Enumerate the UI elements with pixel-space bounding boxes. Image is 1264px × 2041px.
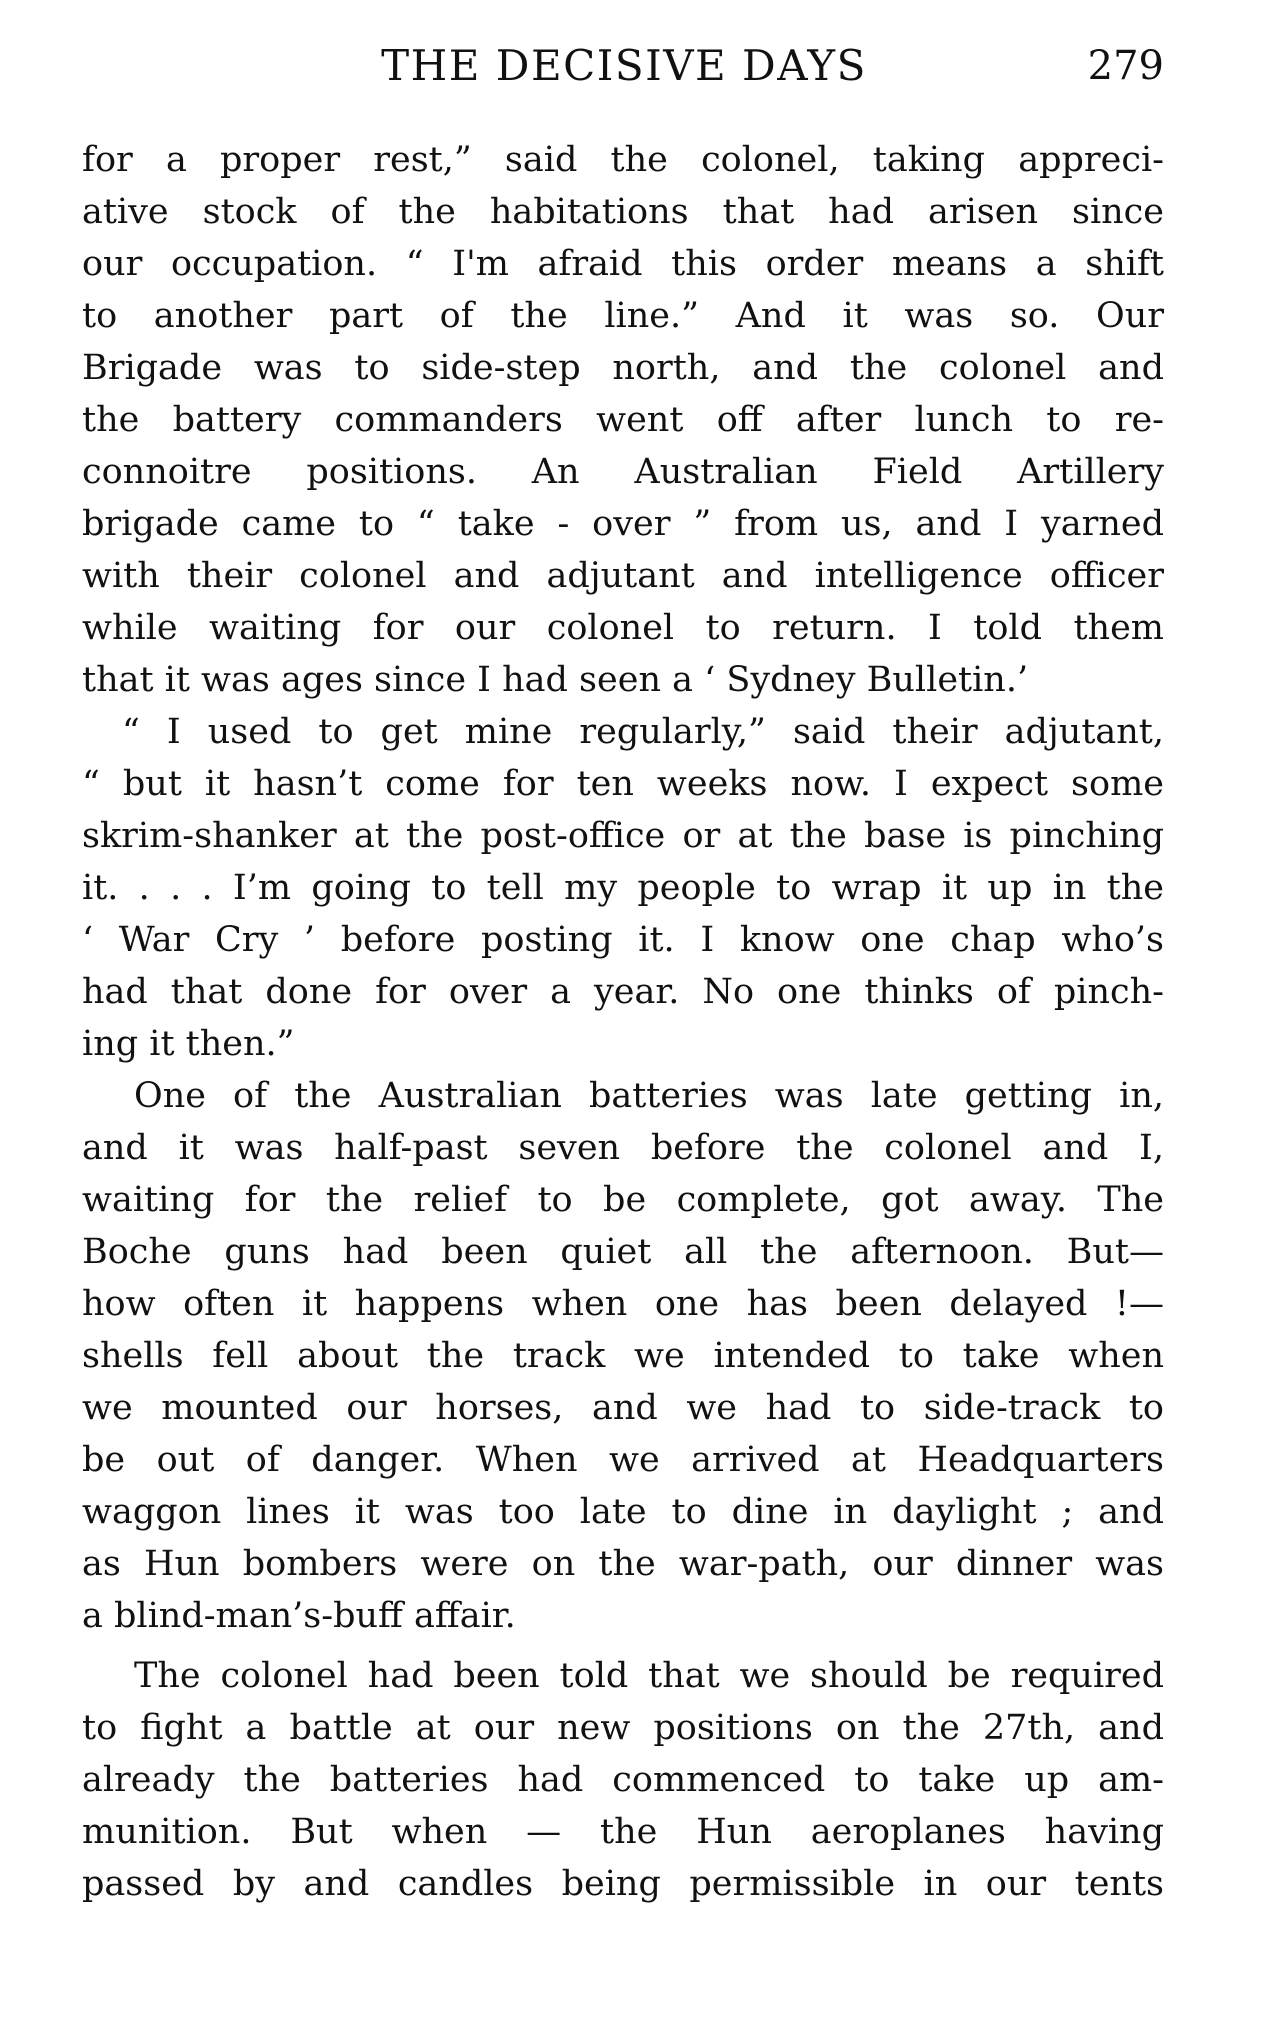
- text-line: to fight a battle at our new positions on the 27th, and: [82, 1708, 1164, 1748]
- text-line: and it was half-past seven before the colonel and I,: [82, 1128, 1164, 1168]
- text-line: brigade came to “ take - over ” from us, and I yarned: [82, 504, 1164, 544]
- text-line: we mounted our horses, and we had to side-track to: [82, 1388, 1164, 1428]
- text-line: passed by and candles being permissible in our tents: [82, 1864, 1164, 1904]
- text-line: a blind-man’s-buff affair.: [82, 1596, 516, 1636]
- text-line: skrim-shanker at the post-office or at the base is pinching: [82, 816, 1164, 856]
- text-line: our occupation. “ I'm afraid this order means a shift: [82, 244, 1164, 284]
- text-line: to another part of the line.” And it was so. Our: [82, 296, 1164, 336]
- text-line: Boche guns had been quiet all the afternoon. But—: [82, 1232, 1164, 1272]
- text-line: The colonel had been told that we should be required: [134, 1656, 1164, 1696]
- text-line: waiting for the relief to be complete, got away. The: [82, 1180, 1164, 1220]
- text-line: “ but it hasn’t come for ten weeks now. I expect some: [82, 764, 1164, 804]
- text-line: had that done for over a year. No one thinks of pinch-: [82, 972, 1164, 1012]
- text-line: “ I used to get mine regularly,” said their adjutant,: [122, 712, 1164, 752]
- text-line: shells fell about the track we intended to take when: [82, 1336, 1164, 1376]
- text-line: One of the Australian batteries was late getting in,: [134, 1076, 1164, 1116]
- text-line: it. . . . I’m going to tell my people to wrap it up in the: [82, 868, 1164, 908]
- text-line: be out of danger. When we arrived at Headquarters: [82, 1440, 1164, 1480]
- text-line: ing it then.”: [82, 1024, 295, 1064]
- paragraph-gap: [82, 1642, 1164, 1650]
- text-line: ative stock of the habitations that had arisen since: [82, 192, 1164, 232]
- text-line: how often it happens when one has been delayed !—: [82, 1284, 1164, 1324]
- running-head: [84, 36, 1164, 96]
- text-line: already the batteries had commenced to take up am-: [82, 1760, 1164, 1800]
- text-line: connoitre positions. An Australian Field Artillery: [82, 452, 1164, 492]
- page-number: 279: [1087, 43, 1164, 89]
- text-line: ‘ War Cry ’ before posting it. I know one chap who’s: [82, 920, 1164, 960]
- body-text: [82, 134, 1164, 1910]
- text-line: Brigade was to side-step north, and the colonel and: [82, 348, 1164, 388]
- text-line: as Hun bombers were on the war-path, our dinner was: [82, 1544, 1164, 1584]
- text-line: for a proper rest,” said the colonel, taking appreci-: [82, 140, 1164, 180]
- text-line: waggon lines it was too late to dine in daylight ; and: [82, 1492, 1164, 1532]
- text-line: while waiting for our colonel to return. I told them: [82, 608, 1164, 648]
- text-line: munition. But when — the Hun aeroplanes having: [82, 1812, 1164, 1852]
- text-line: the battery commanders went off after lunch to re-: [82, 400, 1164, 440]
- text-line: with their colonel and adjutant and intelligence officer: [82, 556, 1164, 596]
- chapter-title: THE DECISIVE DAYS: [381, 41, 867, 90]
- text-line: that it was ages since I had seen a ‘ Sydney Bulletin.’: [82, 660, 1029, 700]
